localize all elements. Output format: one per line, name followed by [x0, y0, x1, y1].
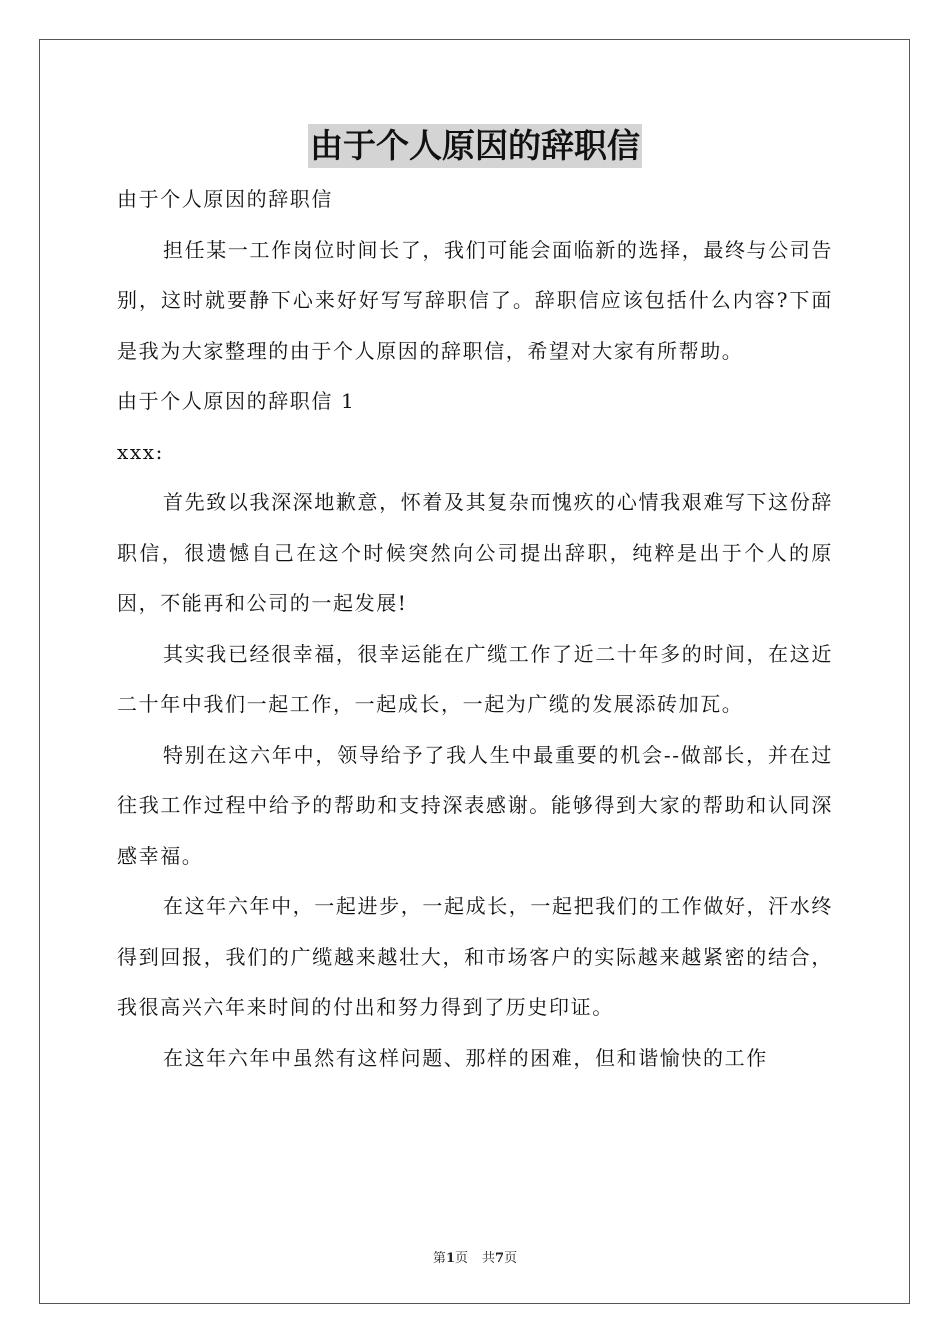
page-footer: [0, 1247, 950, 1266]
total-pages: 7: [495, 1251, 505, 1266]
letter-heading: 由于个人原因的辞职信 1: [117, 389, 356, 413]
document-body: [117, 174, 833, 1083]
body-paragraph: 首先致以我深深地歉意，怀着及其复杂而愧疚的心情我艰难写下这份辞职信，很遗憾自己在这个时候突然向公司提出辞职，纯粹是出于个人的原因，不能再和公司的一起发展!: [117, 490, 833, 615]
page-number: 1: [445, 1251, 455, 1266]
intro-paragraph: 担任某一工作岗位时间长了，我们可能会面临新的选择，最终与公司告别，这时就要静下心来好好写写辞职信了。辞职信应该包括什么内容?下面是我为大家整理的由于个人原因的辞职信，希望对大家有所帮助。: [117, 237, 833, 363]
body-paragraph: 特别在这六年中，领导给予了我人生中最重要的机会--做部长，并在过往我工作过程中给予的帮助和支持深表感谢。能够得到大家的帮助和认同深感幸福。: [117, 742, 833, 868]
body-paragraph: 其实我已经很幸福，很幸运能在广缆工作了近二十年多的时间，在这近二十年中我们一起工作，一起成长，一起为广缆的发展添砖加瓦。: [117, 641, 833, 716]
salutation: xxx:: [117, 439, 164, 464]
subtitle-line: 由于个人原因的辞职信: [117, 187, 333, 211]
body-paragraph: 在这年六年中，一起进步，一起成长，一起把我们的工作做好，汗水终得到回报，我们的广缆越来越壮大，和市场客户的实际越来越紧密的结合，我很高兴六年来时间的付出和努力得到了历史印证。: [117, 894, 833, 1019]
document-title: 由于个人原因的辞职信: [308, 124, 642, 168]
title-container: [0, 124, 950, 168]
body-paragraph: 在这年六年中虽然有这样问题、那样的困难，但和谐愉快的工作: [163, 1045, 768, 1070]
total-prefix: 共: [482, 1251, 496, 1266]
page-prefix: 第: [432, 1251, 446, 1266]
total-suffix: 页: [504, 1251, 518, 1266]
page-suffix: 页: [454, 1251, 468, 1266]
